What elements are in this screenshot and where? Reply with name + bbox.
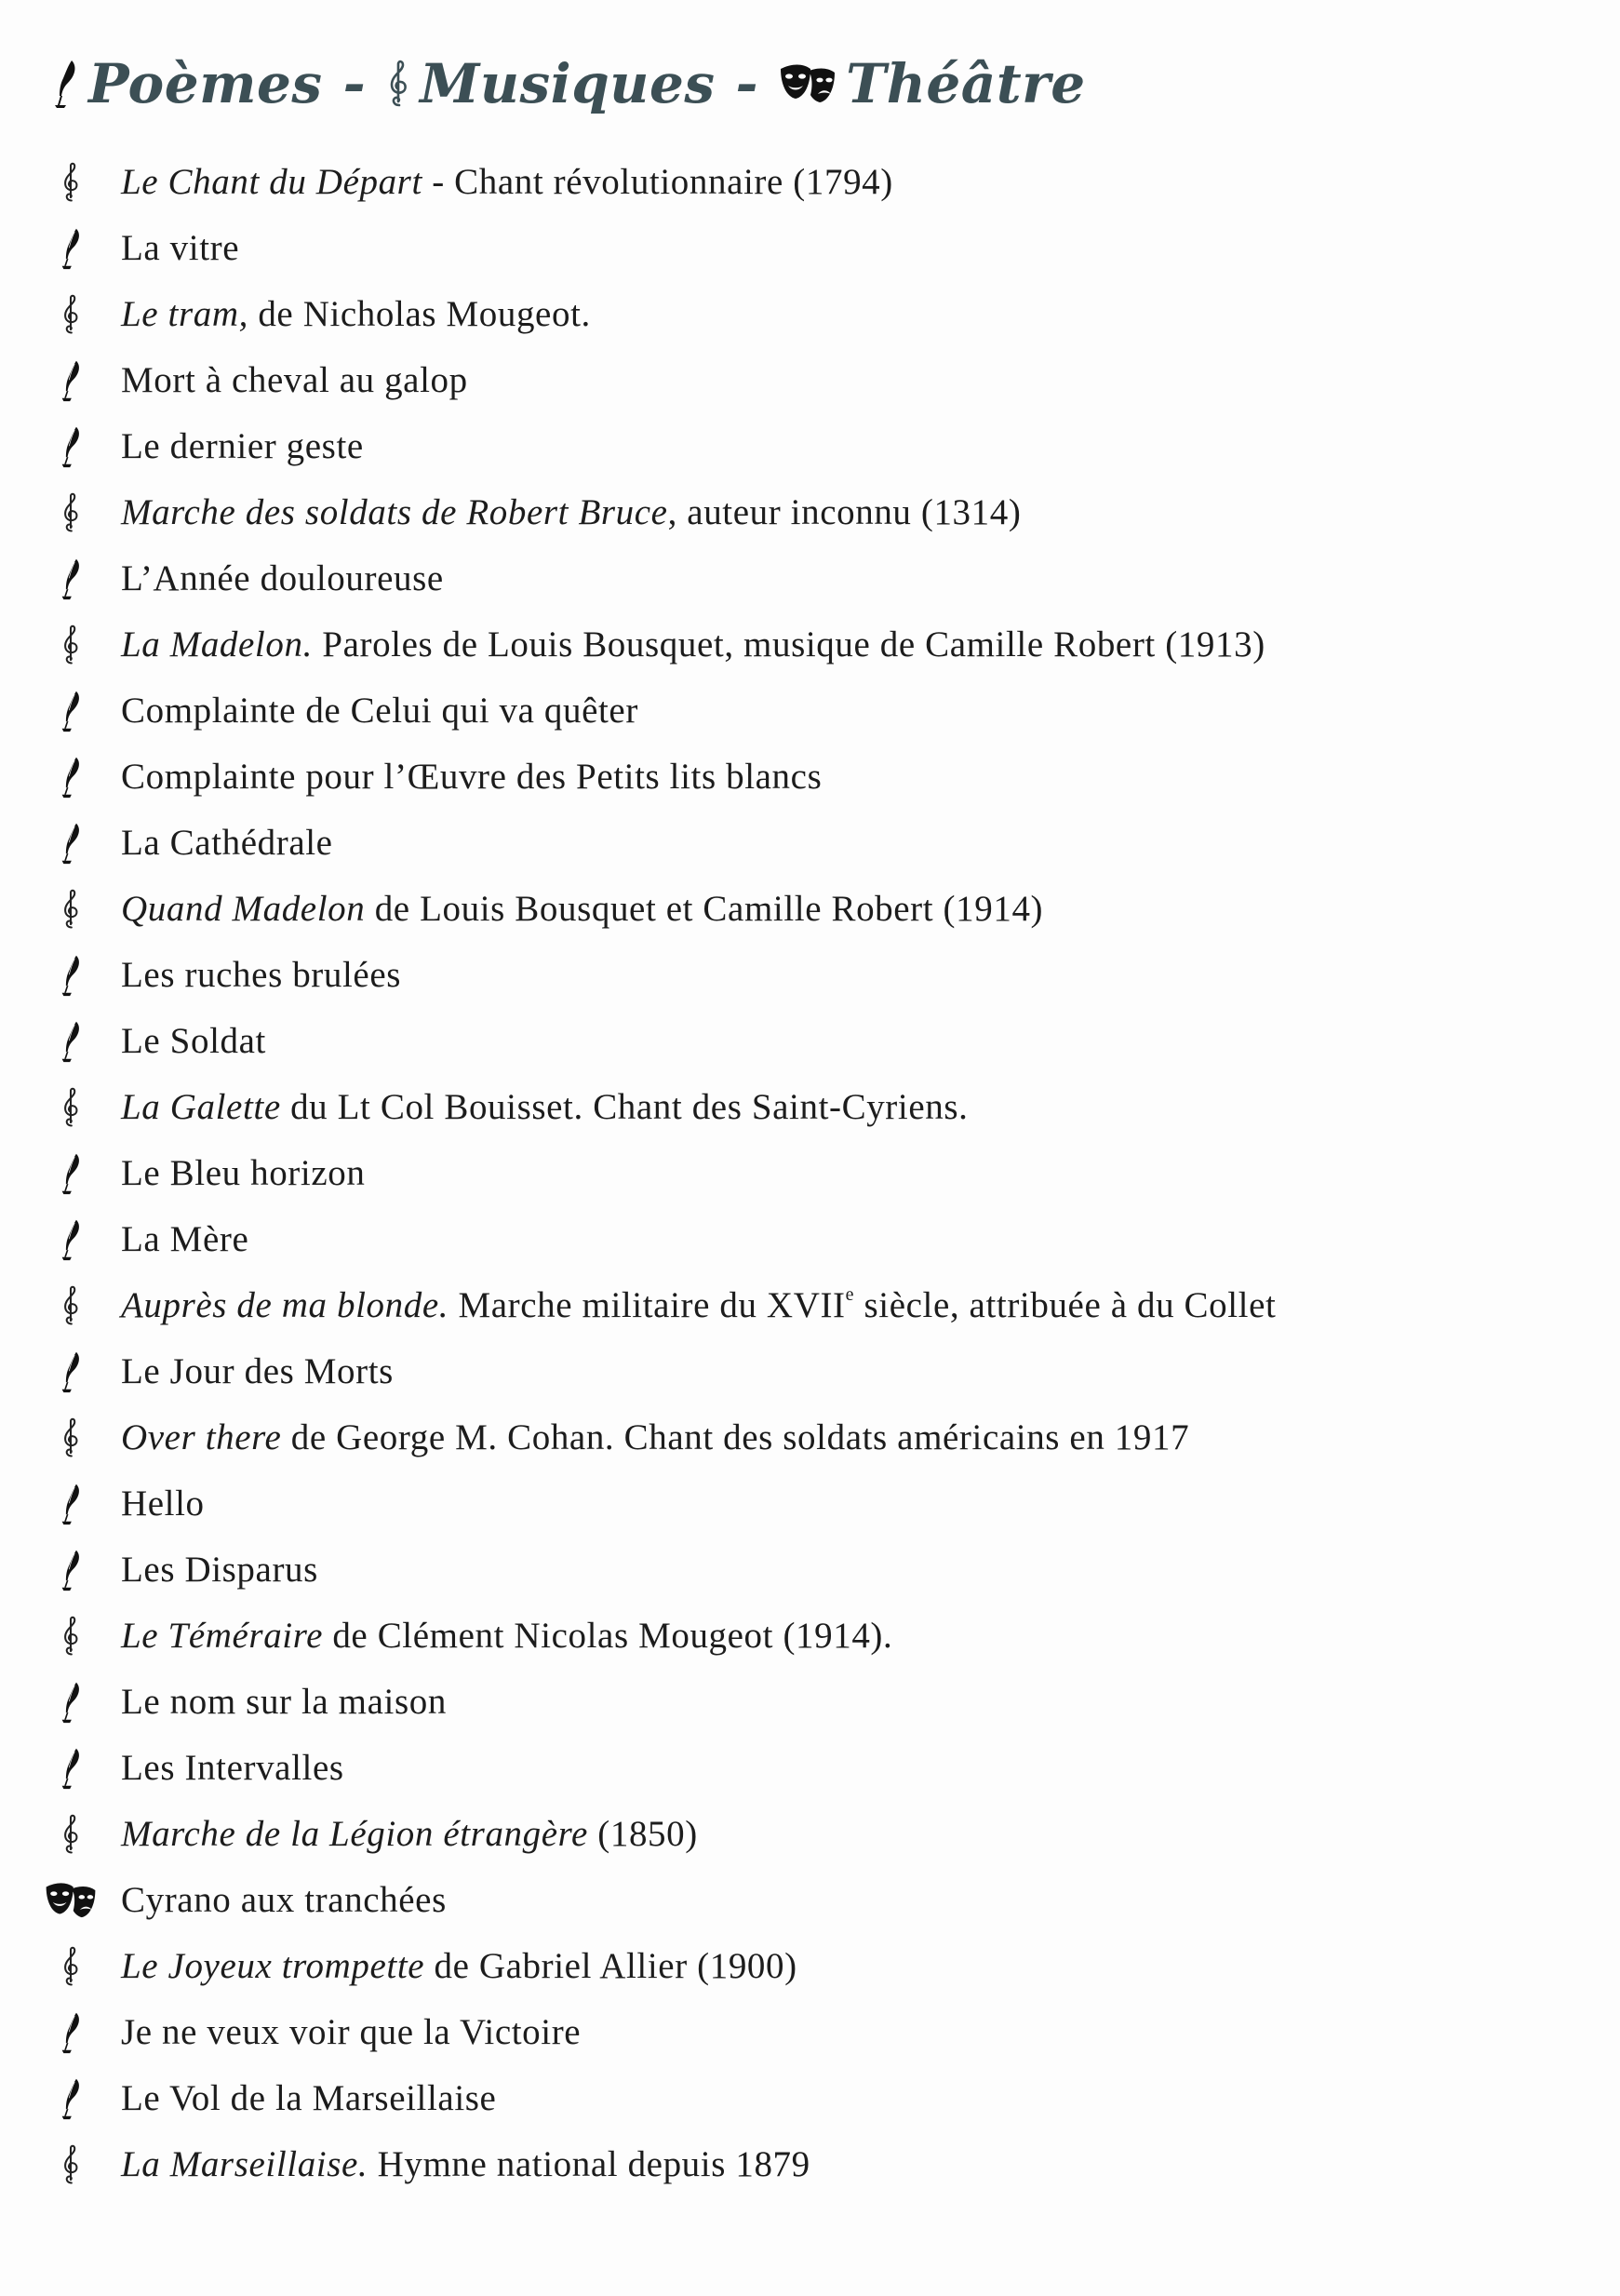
list-item: [0, 1140, 1620, 1206]
list-item-text: [121, 744, 822, 810]
header-poems: Poèmes: [88, 52, 323, 115]
quill-icon: [35, 678, 106, 744]
list-item: [0, 810, 1620, 876]
list-item-text: [121, 1338, 394, 1404]
item-description: , auteur inconnu (1314): [667, 492, 1022, 532]
list-item: [0, 479, 1620, 545]
page-header: [51, 37, 1086, 130]
item-description: Hello: [121, 1484, 205, 1524]
treble-clef-icon: [35, 149, 106, 215]
list-item: [0, 2065, 1620, 2131]
list-item-text: [121, 215, 239, 281]
item-description: Cyrano aux tranchées: [121, 1880, 447, 1920]
item-description-cont: siècle, attribuée à du Collet: [854, 1285, 1277, 1325]
list-item: [0, 1669, 1620, 1735]
list-item-text: [121, 942, 401, 1008]
list-item: [0, 1735, 1620, 1801]
list-item-text: [121, 149, 893, 215]
list-item-text: [121, 2065, 496, 2131]
quill-icon: [35, 942, 106, 1008]
treble-clef-icon: [35, 611, 106, 678]
quill-icon: [35, 545, 106, 611]
item-description: - Chant révolutionnaire (1794): [422, 162, 893, 202]
item-description: Le Vol de la Marseillaise: [121, 2078, 497, 2118]
list-item-text: [121, 479, 1021, 545]
list-item-text: [121, 1470, 205, 1537]
list-item-text: [121, 1867, 447, 1933]
work-title: La Galette: [121, 1087, 281, 1127]
list-item: [0, 1338, 1620, 1404]
header-music: Musiques: [420, 52, 716, 115]
item-description: Mort à cheval au galop: [121, 360, 468, 400]
list-item-text: [121, 1801, 698, 1867]
theatre-masks-icon: [35, 1867, 106, 1933]
list-item-text: [121, 281, 591, 347]
list-item: [0, 1801, 1620, 1867]
item-description: de Gabriel Allier (1900): [424, 1946, 797, 1986]
list-item: [0, 413, 1620, 479]
quill-icon: [35, 413, 106, 479]
list-item: [0, 1008, 1620, 1074]
list-item-text: [121, 545, 444, 611]
list-item-text: [121, 1537, 318, 1603]
list-item: [0, 876, 1620, 942]
list-item: [0, 1603, 1620, 1669]
list-item-text: [121, 611, 1265, 678]
list-item: [0, 744, 1620, 810]
treble-clef-icon: [35, 1933, 106, 1999]
quill-icon: [35, 744, 106, 810]
item-description: Je ne veux voir que la Victoire: [121, 2012, 582, 2052]
list-item: [0, 678, 1620, 744]
quill-icon: [35, 1735, 106, 1801]
treble-clef-icon: [35, 1074, 106, 1140]
list-item-text: [121, 876, 1043, 942]
work-title: Over there: [121, 1417, 282, 1457]
list-item: [0, 1272, 1620, 1338]
quill-icon: [35, 2065, 106, 2131]
list-item: [0, 281, 1620, 347]
item-description: de Louis Bousquet et Camille Robert (1914): [365, 889, 1044, 929]
treble-clef-icon: [35, 876, 106, 942]
work-title: Quand Madelon: [121, 889, 366, 929]
item-description: de Nicholas Mougeot.: [248, 294, 591, 334]
list-item-text: [121, 1140, 365, 1206]
list-item-text: [121, 1074, 968, 1140]
work-title: La Madelon.: [121, 624, 313, 665]
list-item: [0, 1206, 1620, 1272]
item-description: Le dernier geste: [121, 426, 364, 466]
quill-icon: [35, 1140, 106, 1206]
item-description: Les Disparus: [121, 1550, 318, 1590]
quill-icon: [35, 1338, 106, 1404]
header-theatre: Théâtre: [846, 52, 1086, 115]
item-description: de George M. Cohan. Chant des soldats américains en 1917: [281, 1417, 1190, 1457]
list-item-text: [121, 2131, 810, 2197]
list-item: [0, 942, 1620, 1008]
item-description: La vitre: [121, 228, 240, 268]
item-description: Le Bleu horizon: [121, 1153, 366, 1193]
item-description: du Lt Col Bouisset. Chant des Saint-Cyriens.: [280, 1087, 969, 1127]
work-title: Le Chant du Départ: [121, 162, 422, 202]
list-item-text: [121, 1669, 447, 1735]
quill-icon: [35, 347, 106, 413]
work-title: Le Joyeux trompette: [121, 1946, 425, 1986]
item-description: Le Soldat: [121, 1021, 266, 1061]
superscript: e: [845, 1284, 855, 1305]
item-description: Complainte pour l’Œuvre des Petits lits blancs: [121, 757, 823, 797]
item-description: La Cathédrale: [121, 823, 333, 863]
work-title: Marche de la Légion étrangère: [121, 1814, 588, 1854]
header-separator: -: [342, 52, 367, 115]
list-item-text: [121, 1603, 892, 1669]
quill-icon: [35, 1669, 106, 1735]
list-item: [0, 1470, 1620, 1537]
quill-icon: [35, 1999, 106, 2065]
item-description: de Clément Nicolas Mougeot (1914).: [322, 1616, 893, 1656]
item-description: L’Année douloureuse: [121, 558, 444, 598]
list-item: [0, 215, 1620, 281]
list-item: [0, 347, 1620, 413]
list-item: [0, 545, 1620, 611]
item-description: Les Intervalles: [121, 1748, 344, 1788]
item-description: Marche militaire du XVII: [449, 1285, 846, 1325]
list-item-text: [121, 1272, 1276, 1338]
treble-clef-icon: [35, 1801, 106, 1867]
item-description: (1850): [587, 1814, 698, 1854]
item-description: Paroles de Louis Bousquet, musique de Camille Robert (1913): [312, 624, 1265, 665]
item-description: La Mère: [121, 1219, 249, 1259]
item-description: Complainte de Celui qui va quêter: [121, 691, 638, 731]
theatre-masks-icon: [779, 63, 837, 104]
list-item-text: [121, 678, 638, 744]
work-title: Le tram,: [121, 294, 248, 334]
work-title: Marche des soldats de Robert Bruce: [121, 492, 668, 532]
header-separator: -: [735, 52, 759, 115]
list-item-text: [121, 1933, 797, 1999]
list-item-text: [121, 1008, 266, 1074]
list-item-text: [121, 347, 468, 413]
item-description: Les ruches brulées: [121, 955, 402, 995]
work-title: La Marseillaise.: [121, 2144, 368, 2184]
treble-clef-icon: [386, 59, 410, 109]
treble-clef-icon: [35, 1603, 106, 1669]
list-item: [0, 149, 1620, 215]
item-description: Hymne national depuis 1879: [368, 2144, 810, 2184]
item-description: Le nom sur la maison: [121, 1682, 447, 1722]
list-item-text: [121, 1206, 248, 1272]
list-item-text: [121, 413, 364, 479]
list-item-text: [121, 1735, 344, 1801]
quill-icon: [51, 59, 79, 109]
list-item: [0, 1537, 1620, 1603]
list-item: [0, 1933, 1620, 1999]
quill-icon: [35, 810, 106, 876]
item-description: Le Jour des Morts: [121, 1351, 394, 1391]
work-title: Auprès de ma blonde.: [121, 1285, 449, 1325]
list-item-text: [121, 1999, 581, 2065]
treble-clef-icon: [35, 479, 106, 545]
list-item-text: [121, 810, 333, 876]
quill-icon: [35, 1206, 106, 1272]
treble-clef-icon: [35, 1272, 106, 1338]
list-item: [0, 1404, 1620, 1470]
quill-icon: [35, 215, 106, 281]
list-item: [0, 611, 1620, 678]
quill-icon: [35, 1537, 106, 1603]
list-item: [0, 2131, 1620, 2197]
quill-icon: [35, 1470, 106, 1537]
quill-icon: [35, 1008, 106, 1074]
list-item: [0, 1999, 1620, 2065]
list-item-text: [121, 1404, 1189, 1470]
treble-clef-icon: [35, 281, 106, 347]
treble-clef-icon: [35, 2131, 106, 2197]
treble-clef-icon: [35, 1404, 106, 1470]
list-item: [0, 1074, 1620, 1140]
work-title: Le Téméraire: [121, 1616, 323, 1656]
list-item: [0, 1867, 1620, 1933]
